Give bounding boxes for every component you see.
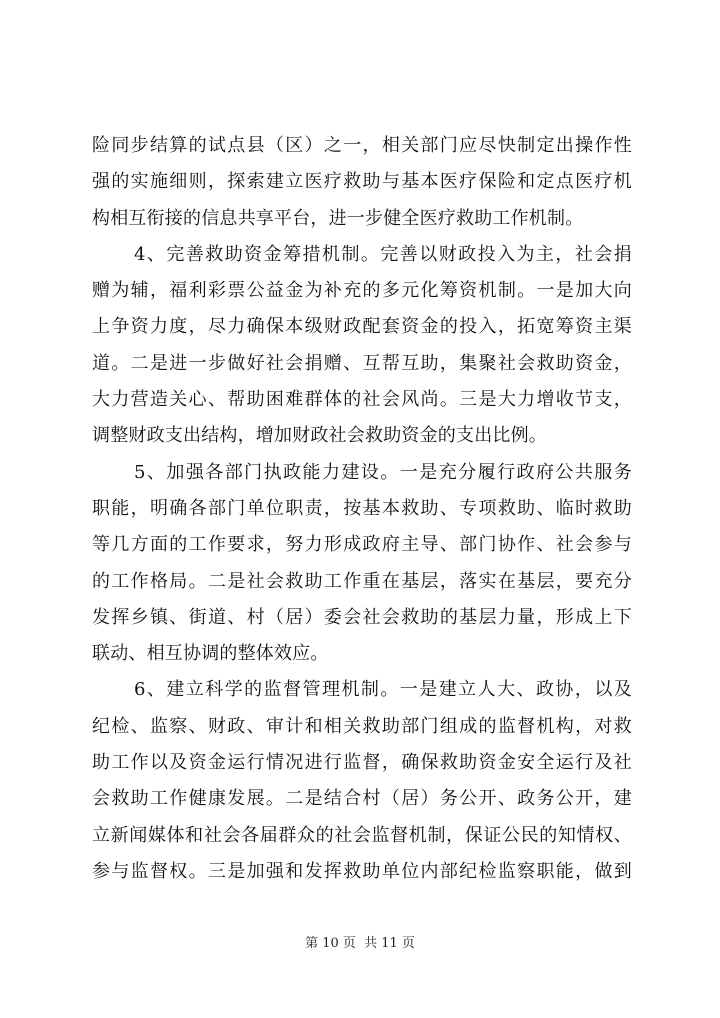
text-line: 参与监督权。三是加强和发挥救助单位内部纪检监察职能，做到: [92, 860, 632, 882]
text-line: 道。二是进一步做好社会捐赠、互帮互助，集聚社会救助资金，: [92, 352, 632, 374]
page-number: 第 10 页: [305, 936, 356, 951]
text-line: 发挥乡镇、街道、村（居）委会社会救助的基层力量，形成上下: [92, 606, 632, 628]
text-line: 纪检、监察、财政、审计和相关救助部门组成的监督机构，对救: [92, 715, 632, 737]
text-line: 等几方面的工作要求，努力形成政府主导、部门协作、社会参与: [92, 534, 632, 556]
document-body: [92, 128, 632, 890]
page-footer: [0, 936, 720, 952]
text-line: 联动、相互协调的整体效应。: [92, 643, 329, 665]
text-line: 立新闻媒体和社会各届群众的社会监督机制，保证公民的知情权、: [92, 824, 632, 846]
text-line: 助工作以及资金运行情况进行监督，确保救助资金安全运行及社: [92, 752, 632, 774]
text-line: 大力营造关心、帮助困难群体的社会风尚。三是大力增收节支，: [92, 389, 632, 411]
text-line: 职能，明确各部门单位职责，按基本救助、专项救助、临时救助: [92, 497, 632, 519]
page-total: 共 11 页: [364, 936, 415, 951]
text-line: 上争资力度，尽力确保本级财政配套资金的投入，拓宽筹资主渠: [92, 316, 632, 338]
text-line: 会救助工作健康发展。二是结合村（居）务公开、政务公开，建: [92, 788, 632, 810]
text-line: 强的实施细则，探索建立医疗救助与基本医疗保险和定点医疗机: [92, 171, 632, 193]
text-line: 赠为辅，福利彩票公益金为补充的多元化筹资机制。一是加大向: [92, 280, 632, 302]
text-line: 6、建立科学的监督管理机制。一是建立人大、政协，以及: [134, 679, 632, 701]
text-line: 构相互衔接的信息共享平台，进一步健全医疗救助工作机制。: [92, 207, 584, 229]
text-line: 的工作格局。二是社会救助工作重在基层，落实在基层，要充分: [92, 570, 632, 592]
text-line: 调整财政支出结构，增加财政社会救助资金的支出比例。: [92, 425, 547, 447]
text-line: 5、加强各部门执政能力建设。一是充分履行政府公共服务: [134, 461, 632, 483]
text-line: 险同步结算的试点县（区）之一，相关部门应尽快制定出操作性: [92, 135, 632, 156]
text-line: 4、完善救助资金筹措机制。完善以财政投入为主，社会捐: [134, 243, 632, 265]
